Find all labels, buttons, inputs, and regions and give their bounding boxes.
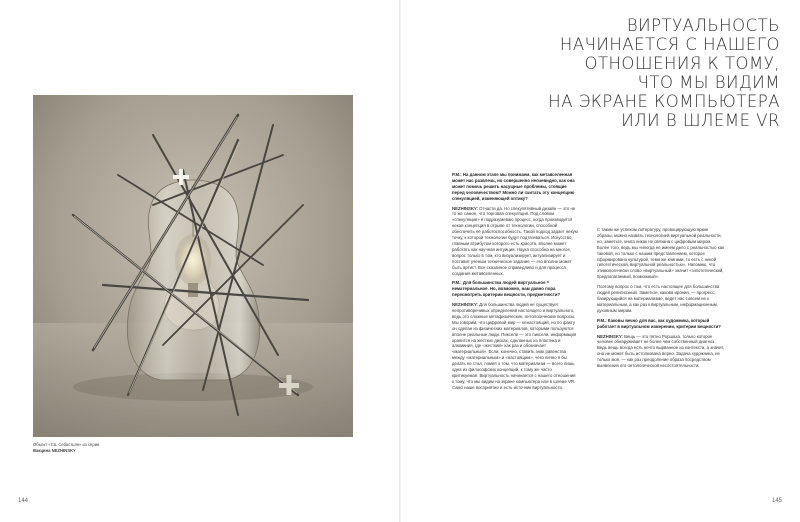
headline-line: НА ЭКРАНЕ КОМПЬЮТЕРА <box>548 92 780 111</box>
interview-question: P.M.: Каковы вечно для вас, как художника, который работает в виртуальном измерении, критерии вещности? <box>597 317 721 329</box>
answer-text: Для большинства людей не существует непротиворечивых определений настоящего и виртуального, ведь это сложные метафизические, онтологические вопросы. Мы говорим, что цифровой мир — ненастоящий, но по факту он сделан из физических материалов, которыми пользуются вполне реальные люди. Пиксели — это пиксели, информация хранится на жестких дисках, сделанных из пластика и алюминия, где «жесткий» как раз и обозначает «материальный». Если, конечно, ставить знак равенства между «материальным» и «настоящим», чего лично я бы делать не стал, помня о том, что материализм — всего лишь одна из философских концепций, к тому же часто критикуемая. Виртуальность начинается с нашего отношения к тому, что мы видим на экране компьютера или в шлеме VR. Само наше восприятие и есть источник виртуальности. <box>452 302 577 390</box>
caption-line2: Вакцина NEZHINSKY <box>33 447 76 453</box>
caption-line1: Объект «Св. Себастьян» из серии <box>33 442 100 447</box>
image-caption <box>33 442 193 453</box>
interview-question: P.M.: На данном этапе мы понимаем, как метавселенная может нас развлечь, но совершенно неочевидно, как она может помочь решить насущные проблемы, стоящие перед человечеством? Можно ли считать эту концепцию спекуляцией, изменяющей оптику? <box>452 172 575 201</box>
speaker-label: NEZHINSKY: <box>597 333 623 339</box>
page-number-left: 144 <box>18 498 29 504</box>
headline-line: ЧТО МЫ ВИДИМ <box>637 73 780 92</box>
text-column-1 <box>452 172 578 395</box>
interview-answer <box>597 334 725 369</box>
headline-line: НАЧИНАЕТСЯ С НАШЕГО <box>559 35 780 54</box>
interview-answer <box>452 206 578 277</box>
artwork-image <box>33 95 353 437</box>
page-gutter <box>399 0 401 522</box>
interview-answer <box>452 302 578 391</box>
text-column-2 <box>597 227 725 373</box>
answer-text: Отчасти да. Но спекулятивный дизайн — это не то же самое, что торговая спекуляция. Под словом «спекуляция» я подразумеваю процесс, когда производится некая концепция в отрыве от технологии, способной обеспечить ее работоспособность. Такой подход задает некую точку, к которой технологии будут подтягиваться. Искусство, главным атрибутом которого есть красота, вполне может работать как научная интуиция. Наука способна на многое, вопрос только в том, кто визуализирует, актуализирует и поставит ученым техническое задание — это вполне может быть артист. Все сказанное справедливо и для процесса создания метавселенных. <box>452 205 578 276</box>
speaker-label: NEZHINSKY: <box>452 302 478 308</box>
speaker-label: NEZHINSKY: <box>452 205 478 211</box>
headline-line: ВИРТУАЛЬНОСТЬ <box>626 16 780 35</box>
page-number-right: 145 <box>771 498 782 504</box>
answer-text: Вещь — это пятно Роршаха, только которое человек обнаруживает не более чем собственный диагноз. Ведь вещь всегда есть нечто вырванное из контекста, а значит, она не может быть истолкована верно. Задача художника, не только моя, — как раз преодоление образа посредством выявления его онтологической несостоятельности. <box>597 333 725 369</box>
body-paragraph: Поэтому вопрос о том, что есть настоящее для большинства людей религиозный. Заметьте, какова ирония, — прогресс, базирующийся на материализме, ведет нас совсем не к материальным, а как раз к виртуальным, информационным, духовным мирам. <box>597 284 720 313</box>
headline-line: ОТНОШЕНИЯ К ТОМУ, <box>584 54 780 73</box>
headline <box>480 16 780 130</box>
body-paragraph: С таким же успехом литературу, провоцирующую яркие образы, можно назвать технологией виртуальной реальности, но, заметьте, книга никак не связана с цифровым миром. Более того, ведь мы «иногда не имеем дело с реальностью как таковой, но только с нашим представлением, которое сформировано культурой, теми же книгами, то есть с некой гипотетической, виртуальной реальностью». Напомню, что этимологически слово «виртуальный» значит «гипотетический, предполагаемый, возможный». <box>597 227 725 280</box>
headline-line: ИЛИ В ШЛЕМЕ VR <box>621 111 780 130</box>
interview-question: P.M.: Для большинства людей виртуальное = нематериальное. Но, возможно, нам давно пора пересмотреть критерии вещности, предметности? <box>452 280 561 298</box>
